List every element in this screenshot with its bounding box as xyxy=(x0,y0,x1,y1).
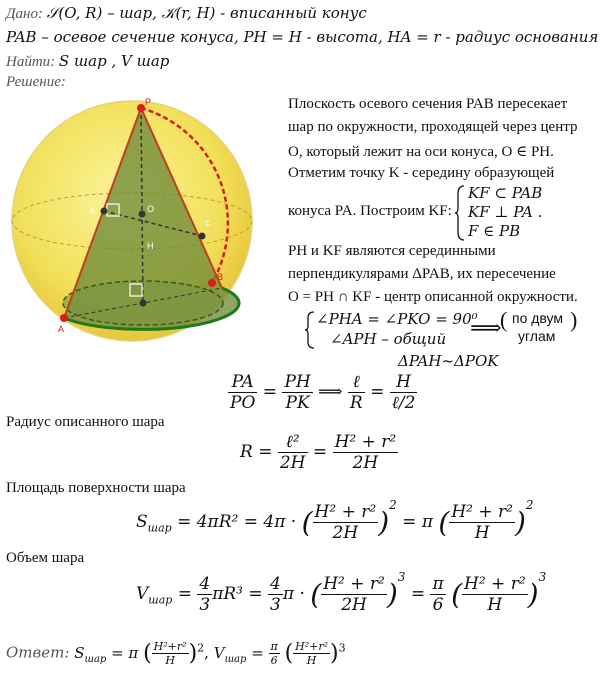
explain-line-8: O = PH ∩ KF - центр описанной окружности. xyxy=(288,289,578,305)
explain-line-4: Отметим точку K - середину образующей xyxy=(288,165,555,181)
section-line: PAB – осевое сечение конуса, PH = H - высота, HA = r - радиус основания xyxy=(6,28,599,46)
point-B xyxy=(208,279,216,287)
label-H: H xyxy=(147,241,154,251)
angles-line-1: ∠PHA = ∠PKO = 90⁰ xyxy=(316,310,478,328)
explain-line-7: перпендикулярами ΔPAB, их пересечение xyxy=(288,266,556,282)
radius-label: Радиус описанного шара xyxy=(6,414,165,430)
answer-label: Ответ: xyxy=(6,643,70,662)
given-text: 𝒮(O, R) – шар, 𝒦(r, H) - вписанный конус xyxy=(46,4,367,22)
explain-line-2: шар по окружности, проходящей через центр xyxy=(288,119,578,135)
point-F xyxy=(199,233,206,240)
explain-line-1: Плоскость осевого сечения PAB пересекает xyxy=(288,96,568,112)
system-line-1: KF ⊂ PAB xyxy=(468,184,543,202)
radius-equation: R = $\frac{\text{ℓ²}}{2H}$ = $\frac{\text{H² + r²}}{2H}$ xyxy=(240,432,397,473)
answer-line: Ответ: $S_{шар} = \pi$ ( $\frac{\text{H²+r²}}{H}$ )$^2$, $V_{шар}$ = $\frac{\pi}{6}$ ( $\frac{\text{H²+r²}}{H}$ )$^3$ xyxy=(6,640,346,667)
volume-equation: $V_{шар}$ = $\frac{4}{3}$ πR³ = $\frac{4}{3}$ π · ( $\frac{\text{H² + r²}}{2H}$ )$^3$ = $\frac{\pi}{6}$ ( $\frac{\text{H² + r²}}{H}$ )$^3$ xyxy=(136,570,547,615)
reason-line-1: по двум xyxy=(512,310,564,326)
system-brace xyxy=(454,184,466,242)
similarity-line: ΔPAH~ΔPOK xyxy=(398,352,499,370)
label-K: K xyxy=(90,206,97,216)
reason-line-2: углам xyxy=(518,328,556,344)
label-A: A xyxy=(58,324,65,334)
system-line-2: KF ⊥ PA . xyxy=(468,203,543,221)
angles-brace xyxy=(304,310,316,350)
point-H xyxy=(140,300,147,307)
system-line-3: F ∈ PB xyxy=(468,222,521,240)
sphere-cone-figure xyxy=(4,96,254,346)
point-A xyxy=(60,314,68,322)
given-label: Дано: xyxy=(6,6,43,22)
label-F: F xyxy=(205,219,211,229)
area-equation: $S_{шар} = 4\pi R^2 = 4\pi$ · ( $\frac{\text{H² + r²}}{2H}$ )$^2$ = π ( $\frac{\text{H² + r²}}{H}$ )$^2$ xyxy=(136,498,534,543)
volume-label: Объем шара xyxy=(6,550,85,566)
implies-arrow: ⟹ xyxy=(470,315,502,340)
point-O xyxy=(139,211,146,218)
ratio-equation: $\frac{PA}{PO}$ = $\frac{PH}{PK}$ ⟹ $\frac{\text{ℓ}}{R}$ = $\frac{H}{\text{ℓ/2}}$ xyxy=(230,372,416,413)
label-P: P xyxy=(145,97,152,107)
find-label: Найти: xyxy=(6,54,56,70)
solution-label: Решение: xyxy=(6,74,66,90)
point-P xyxy=(137,104,145,112)
angles-line-2: ∠APH – общий xyxy=(330,330,447,348)
label-O: O xyxy=(147,204,155,214)
explain-line-3: O, который лежит на оси конуса, O ∈ PH. xyxy=(288,144,554,160)
find-line xyxy=(6,52,169,71)
reason-paren-left: ( xyxy=(500,307,508,332)
find-text: S шар , V шар xyxy=(58,52,170,70)
label-B: B xyxy=(217,272,224,282)
reason-paren-right: ) xyxy=(570,307,578,332)
given-line xyxy=(6,4,367,23)
explain-line-6: PH и KF являются серединными xyxy=(288,243,496,259)
point-K xyxy=(101,208,108,215)
area-label: Площадь поверхности шара xyxy=(6,480,186,496)
explain-line-5: конуса PA. Построим KF: xyxy=(288,203,452,219)
